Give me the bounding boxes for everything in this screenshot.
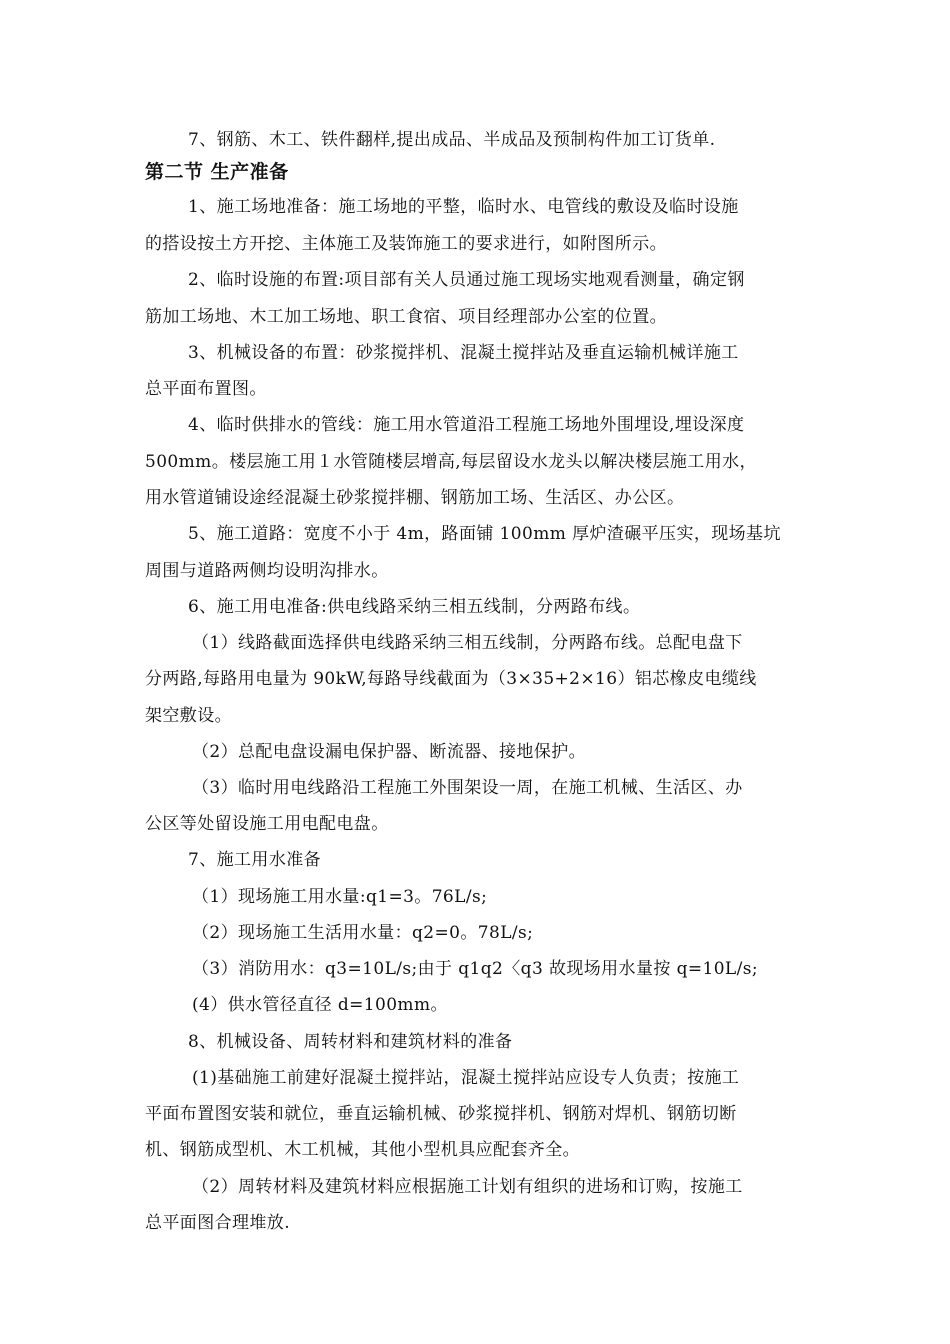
paragraph-line: 1、施工场地准备：施工场地的平整，临时水、电管线的敷设及临时设施 (188, 197, 739, 217)
paragraph-line: 7、施工用水准备 (188, 850, 322, 870)
paragraph-line: （3）临时用电线路沿工程施工外围架设一周，在施工机械、生活区、办 (192, 778, 743, 798)
paragraph-line: 分两路,每路用电量为 90kW,每路导线截面为（3×35+2×16）铝芯橡皮电缆线 (145, 669, 757, 689)
paragraph-line: 周围与道路两侧均设明沟排水。 (145, 561, 389, 581)
paragraph-line: 4、临时供排水的管线：施工用水管道沿工程施工场地外围埋设,埋设深度 (188, 415, 745, 435)
paragraph-line: 3、机械设备的布置：砂浆搅拌机、混凝土搅拌站及垂直运输机械详施工 (188, 343, 739, 363)
paragraph-line: 的搭设按土方开挖、主体施工及装饰施工的要求进行，如附图所示。 (145, 234, 667, 254)
paragraph-line: 平面布置图安装和就位，垂直运输机械、砂浆搅拌机、钢筋对焊机、钢筋切断 (145, 1104, 737, 1124)
paragraph-line: （2）周转材料及建筑材料应根据施工计划有组织的进场和订购，按施工 (192, 1177, 743, 1197)
paragraph-line: （1）现场施工用水量:q1=3。76L/s; (192, 887, 488, 907)
paragraph-line: （3）消防用水：q3=10L/s;由于 q1q2〈q3 故现场用水量按 q=10L/s; (192, 959, 758, 979)
paragraph-line: (1)基础施工前建好混凝土搅拌站，混凝土搅拌站应设专人负责；按施工 (192, 1068, 740, 1088)
paragraph-line: 总平面布置图。 (145, 379, 267, 399)
paragraph-line: 公区等处留设施工用电配电盘。 (145, 814, 389, 834)
paragraph-line: （2）现场施工生活用水量：q2=0。78L/s; (192, 923, 534, 943)
section-heading: 第二节 生产准备 (145, 161, 289, 183)
paragraph-line: （2）总配电盘设漏电保护器、断流器、接地保护。 (192, 742, 587, 762)
paragraph-line: 用水管道铺设途经混凝土砂浆搅拌棚、钢筋加工场、生活区、办公区。 (145, 488, 685, 508)
paragraph-line: 7、钢筋、木工、铁件翻样,提出成品、半成品及预制构件加工订货单. (188, 130, 716, 150)
paragraph-line: 6、施工用电准备:供电线路采纳三相五线制，分两路布线。 (188, 597, 641, 617)
paragraph-line: 筋加工场地、木工加工场地、职工食宿、项目经理部办公室的位置。 (145, 307, 667, 327)
paragraph-line: 总平面图合理堆放. (145, 1213, 291, 1233)
paragraph-line: 架空敷设。 (145, 706, 232, 726)
paragraph-line: 机、钢筋成型机、木工机械，其他小型机具应配套齐全。 (145, 1140, 580, 1160)
paragraph-line: 2、临时设施的布置:项目部有关人员通过施工现场实地观看测量，确定钢 (188, 270, 745, 290)
paragraph-line: （1）线路截面选择供电线路采纳三相五线制，分两路布线。总配电盘下 (192, 633, 743, 653)
paragraph-line: (4）供水管径直径 d=100mm。 (192, 995, 448, 1015)
paragraph-line: 500mm。楼层施工用１水管随楼层增高,每层留设水龙头以解决楼层施工用水， (145, 452, 757, 472)
paragraph-line: 5、施工道路：宽度不小于 4m，路面铺 100mm 厚炉渣碾平压实，现场基坑 (188, 524, 781, 544)
paragraph-line: 8、机械设备、周转材料和建筑材料的准备 (188, 1032, 513, 1052)
